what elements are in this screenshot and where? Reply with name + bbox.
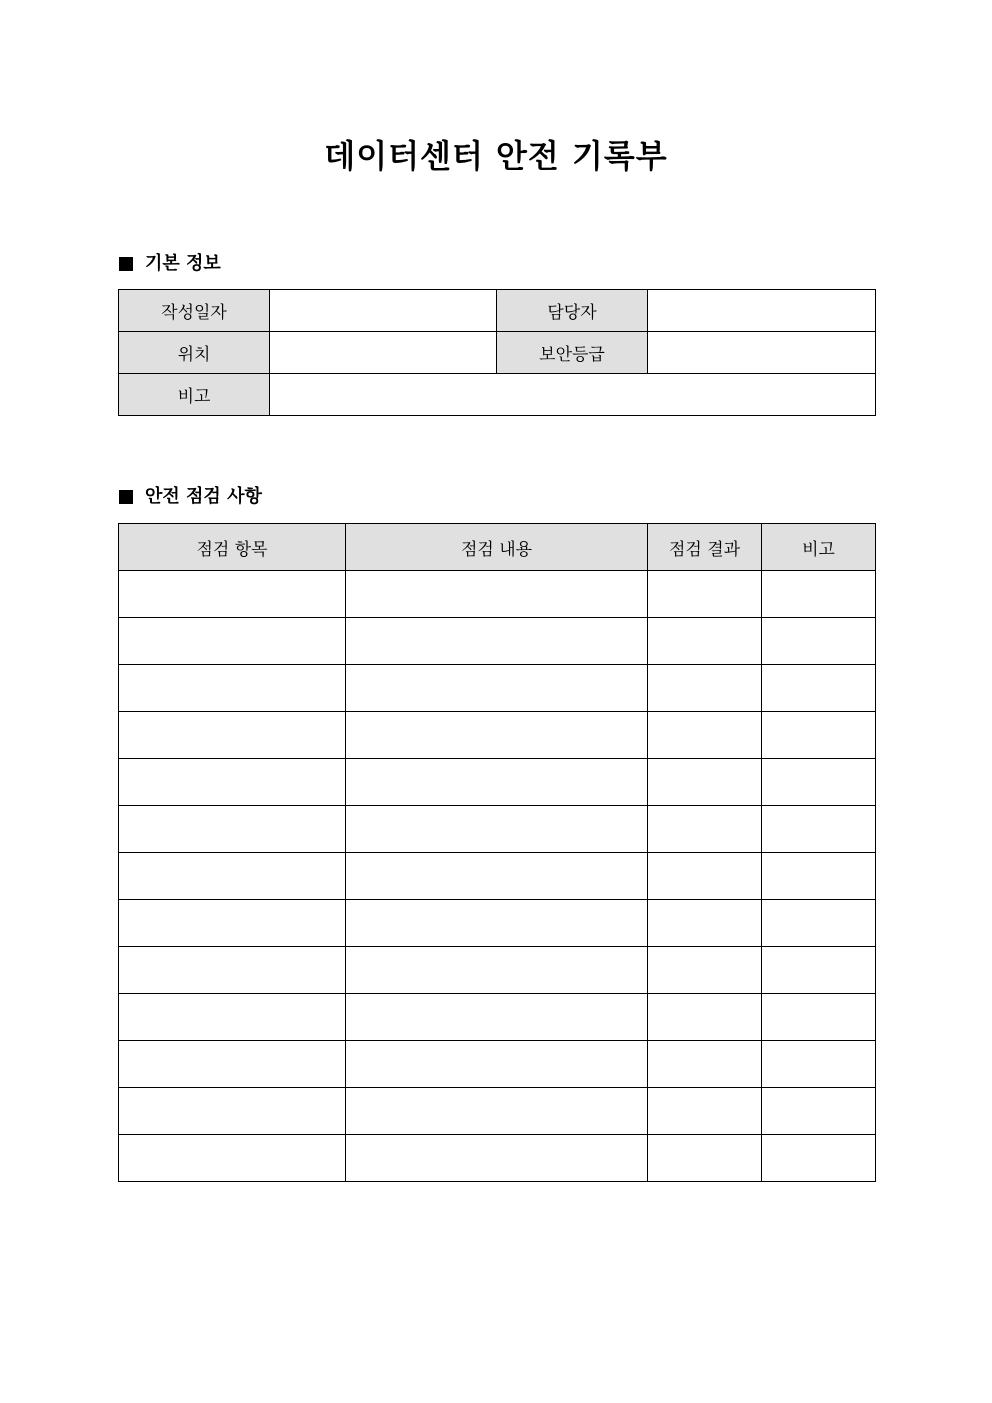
inspection-item-cell[interactable] — [119, 853, 346, 900]
table-row — [119, 853, 876, 900]
inspection-result-cell[interactable] — [648, 571, 762, 618]
inspection-remarks-cell[interactable] — [762, 1135, 876, 1182]
inspection-item-cell[interactable] — [119, 994, 346, 1041]
inspection-remarks-cell[interactable] — [762, 994, 876, 1041]
date-label: 작성일자 — [119, 290, 270, 332]
inspection-remarks-cell[interactable] — [762, 1041, 876, 1088]
inspection-result-cell[interactable] — [648, 1041, 762, 1088]
inspection-content-cell[interactable] — [346, 947, 648, 994]
inspection-content-cell[interactable] — [346, 994, 648, 1041]
inspection-item-cell[interactable] — [119, 806, 346, 853]
table-row — [119, 374, 876, 416]
section-heading-inspection — [119, 485, 262, 509]
square-bullet-icon — [119, 490, 133, 504]
square-bullet-icon — [119, 257, 133, 271]
date-field[interactable] — [270, 290, 497, 332]
column-header-item: 점검 항목 — [119, 524, 346, 571]
inspection-remarks-cell[interactable] — [762, 712, 876, 759]
remarks-field[interactable] — [270, 374, 876, 416]
page-title: 데이터센터 안전 기록부 — [324, 137, 668, 175]
inspection-content-cell[interactable] — [346, 665, 648, 712]
inspection-remarks-cell[interactable] — [762, 618, 876, 665]
inspection-remarks-cell[interactable] — [762, 571, 876, 618]
inspection-result-cell[interactable] — [648, 759, 762, 806]
manager-field[interactable] — [648, 290, 876, 332]
inspection-table — [118, 523, 876, 1182]
inspection-item-cell[interactable] — [119, 1135, 346, 1182]
table-row — [119, 712, 876, 759]
inspection-remarks-cell[interactable] — [762, 947, 876, 994]
inspection-table-body — [119, 571, 876, 1182]
inspection-content-cell[interactable] — [346, 759, 648, 806]
manager-label: 담당자 — [497, 290, 648, 332]
inspection-item-cell[interactable] — [119, 665, 346, 712]
inspection-result-cell[interactable] — [648, 665, 762, 712]
table-header-row — [119, 524, 876, 571]
inspection-item-cell[interactable] — [119, 618, 346, 665]
inspection-result-cell[interactable] — [648, 1135, 762, 1182]
table-row — [119, 806, 876, 853]
inspection-result-cell[interactable] — [648, 618, 762, 665]
section-heading-basic-info — [119, 252, 221, 276]
inspection-content-cell[interactable] — [346, 712, 648, 759]
location-field[interactable] — [270, 332, 497, 374]
inspection-result-cell[interactable] — [648, 712, 762, 759]
table-row — [119, 618, 876, 665]
inspection-content-cell[interactable] — [346, 571, 648, 618]
table-row — [119, 332, 876, 374]
inspection-result-cell[interactable] — [648, 947, 762, 994]
inspection-remarks-cell[interactable] — [762, 759, 876, 806]
inspection-content-cell[interactable] — [346, 618, 648, 665]
table-row — [119, 947, 876, 994]
inspection-remarks-cell[interactable] — [762, 665, 876, 712]
security-level-field[interactable] — [648, 332, 876, 374]
inspection-result-cell[interactable] — [648, 806, 762, 853]
location-label: 위치 — [119, 332, 270, 374]
inspection-remarks-cell[interactable] — [762, 1088, 876, 1135]
inspection-content-cell[interactable] — [346, 1135, 648, 1182]
inspection-result-cell[interactable] — [648, 994, 762, 1041]
inspection-item-cell[interactable] — [119, 900, 346, 947]
security-level-label: 보안등급 — [497, 332, 648, 374]
table-row — [119, 1041, 876, 1088]
section-heading-label: 안전 점검 사항 — [145, 486, 262, 507]
inspection-result-cell[interactable] — [648, 853, 762, 900]
table-row — [119, 665, 876, 712]
inspection-remarks-cell[interactable] — [762, 900, 876, 947]
table-row — [119, 759, 876, 806]
inspection-result-cell[interactable] — [648, 900, 762, 947]
inspection-result-cell[interactable] — [648, 1088, 762, 1135]
inspection-item-cell[interactable] — [119, 759, 346, 806]
inspection-content-cell[interactable] — [346, 1041, 648, 1088]
inspection-item-cell[interactable] — [119, 571, 346, 618]
inspection-remarks-cell[interactable] — [762, 853, 876, 900]
inspection-content-cell[interactable] — [346, 806, 648, 853]
column-header-content: 점검 내용 — [346, 524, 648, 571]
basic-info-table — [118, 289, 876, 416]
table-row — [119, 1088, 876, 1135]
remarks-label: 비고 — [119, 374, 270, 416]
table-row — [119, 290, 876, 332]
inspection-item-cell[interactable] — [119, 947, 346, 994]
inspection-content-cell[interactable] — [346, 853, 648, 900]
inspection-item-cell[interactable] — [119, 1041, 346, 1088]
table-row — [119, 1135, 876, 1182]
column-header-result: 점검 결과 — [648, 524, 762, 571]
inspection-remarks-cell[interactable] — [762, 806, 876, 853]
section-heading-label: 기본 정보 — [145, 253, 221, 274]
column-header-remarks: 비고 — [762, 524, 876, 571]
inspection-content-cell[interactable] — [346, 1088, 648, 1135]
table-row — [119, 900, 876, 947]
inspection-item-cell[interactable] — [119, 712, 346, 759]
table-row — [119, 994, 876, 1041]
inspection-content-cell[interactable] — [346, 900, 648, 947]
table-row — [119, 571, 876, 618]
inspection-item-cell[interactable] — [119, 1088, 346, 1135]
